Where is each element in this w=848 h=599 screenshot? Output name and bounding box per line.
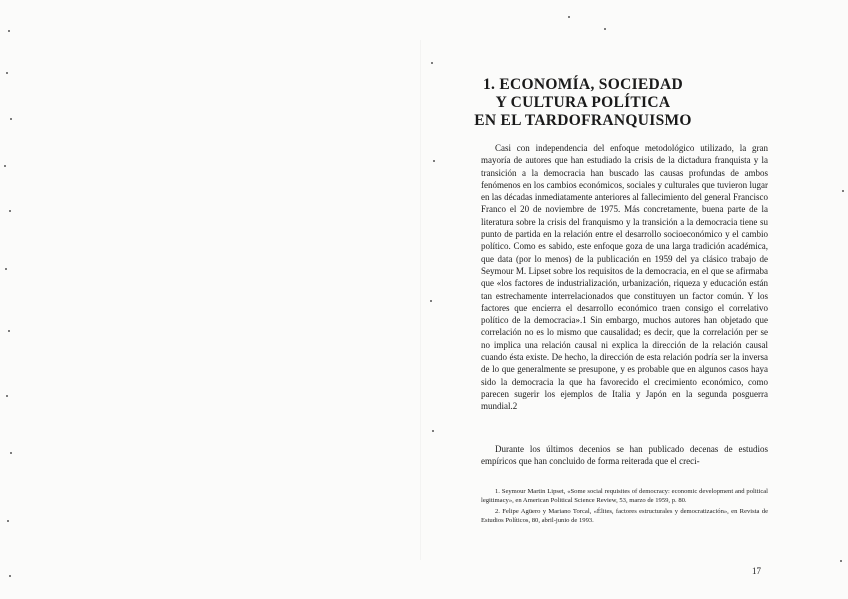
chapter-title-line: 1. ECONOMÍA, SOCIEDAD (482, 76, 684, 94)
scan-speck (6, 72, 8, 74)
scan-speck (430, 300, 432, 302)
scan-speck (568, 16, 570, 18)
scan-speck (431, 62, 433, 64)
scan-speck (9, 575, 11, 577)
chapter-title (440, 76, 726, 130)
body-paragraph: Durante los últimos decenios se han publicado decenas de estudios empíricos que han concluido de forma reiterada que el creci- (481, 444, 768, 467)
scan-speck (6, 395, 8, 397)
scan-speck (5, 268, 7, 270)
scan-speck (4, 165, 6, 167)
scan-speck (433, 160, 435, 162)
body-paragraph: Casi con independencia del enfoque metodológico utilizado, la gran mayoría de autores que han estudiado la crisis de la dictadura franquista y la transición a la democracia han buscado las causas profundas de ambos fenómenos en los cambios económicos, sociales y culturales que tuvieron lugar en las décadas inmediatamente anteriores al fallecimiento del general Francisco Franco el 20 de noviembre de 1975. Más concretamente, buena parte de la literatura sobre la crisis del franquismo y la transición a la democracia tiene su punto de partida en la relación entre el desarrollo socioeconómico y el cambio político. Como es sabido, este enfoque goza de una larga tradición académica, que data (por lo menos) de la publicación en 1959 del ya clásico trabajo de Seymour M. Lipset sobre los requisitos de la democracia, en el que se afirmaba que «los factores de industrialización, urbanización, riqueza y educación están tan estrechamente interrelacionados que constituyen un factor común. Y los factores que encierra el desarrollo económico traen consigo el correlativo político de la democracia».1 Sin embargo, muchos autores han objetado que correlación no es lo mismo que causalidad; es decir, que la correlación per se no implica una relación causal ni explica la dirección de la relación causal cuando ésta existe. De hecho, la dirección de esta relación podría ser la inversa de lo que generalmente se presupone, y es probable que en algunos casos haya sido la democracia la que ha favorecido el crecimiento económico, como parecen sugerir los ejemplos de Italia y Japón en la segunda posguerra mundial.2 (481, 143, 768, 412)
scan-speck (9, 210, 11, 212)
page-spine-shadow (420, 40, 421, 560)
scan-speck (840, 560, 842, 562)
scan-speck (10, 452, 12, 454)
footnote: 1. Seymour Martin Lipset, «Some social requisites of democracy: economic development and political legitimacy», en American Political Science Review, 53, marzo de 1959, p. 80. (481, 488, 768, 504)
chapter-title-line: Y CULTURA POLÍTICA (495, 94, 671, 112)
chapter-title-line: EN EL TARDOFRANQUISMO (474, 112, 692, 130)
scan-speck (842, 190, 844, 192)
scan-speck (8, 330, 10, 332)
scan-speck (432, 430, 434, 432)
scan-speck (8, 30, 10, 32)
footnotes (481, 488, 768, 529)
scan-speck (7, 520, 9, 522)
scan-speck (10, 118, 12, 120)
scan-speck (604, 28, 606, 30)
chapter-body (481, 142, 768, 468)
page-number: 17 (752, 566, 761, 576)
footnote: 2. Felipe Agüero y Mariano Torcal, «Élites, factores estructurales y democratización», en Revista de Estudios Políticos, 80, abril-junio de 1993. (481, 508, 768, 525)
